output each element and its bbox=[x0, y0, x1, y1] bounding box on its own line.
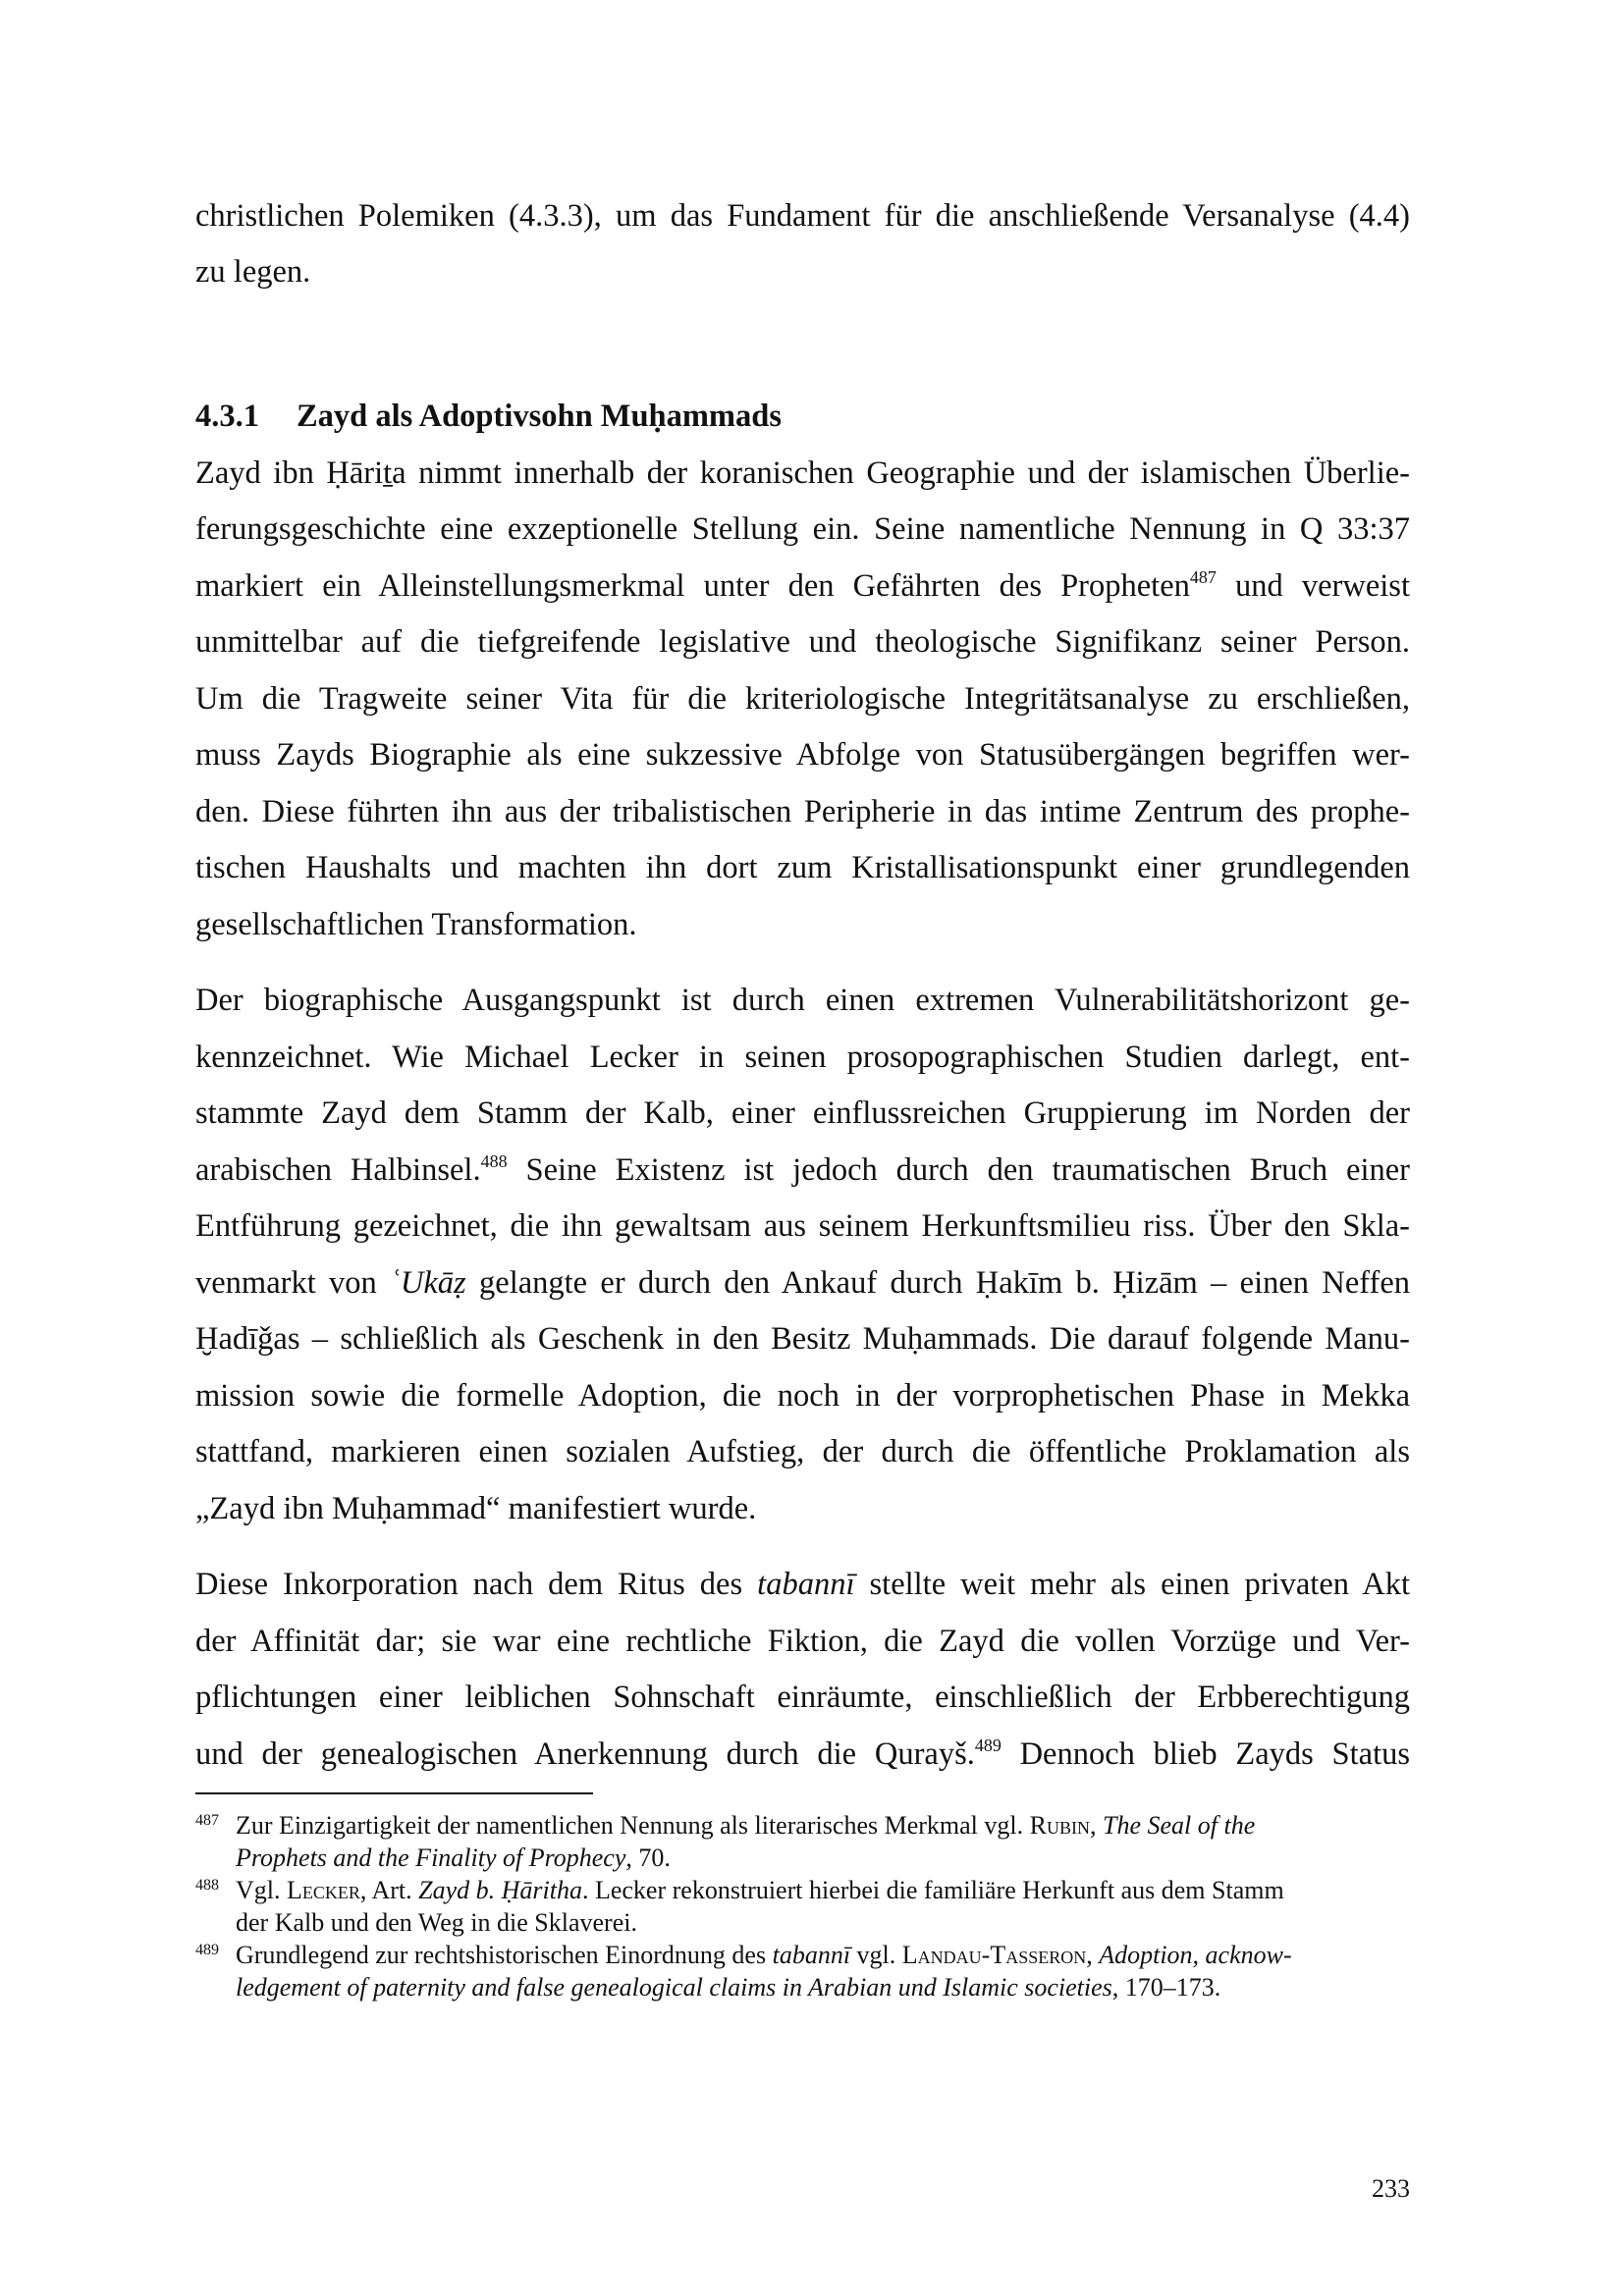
page-number: 233 bbox=[1372, 2174, 1410, 2203]
text-line: zu legen. bbox=[195, 254, 311, 290]
footnote-text: Zur Einzigartigkeit der namentlichen Nennung als literarisches Merkmal vgl. Rubin, The Seal of the bbox=[236, 1811, 1256, 1840]
text-line: Um die Tragweite seiner Vita für die kriteriologische Integritätsanalyse zu erschließen, bbox=[195, 681, 1410, 717]
text-line: venmarkt von ʿUkāẓ gelangte er durch den Ankauf durch Ḥakīm b. Ḥizām – einen Neffen bbox=[195, 1265, 1410, 1301]
text-line: den. Diese führten ihn aus der tribalistischen Peripherie in das intime Zentrum des prophe- bbox=[195, 794, 1410, 829]
footnote-mark: 488 bbox=[195, 1877, 219, 1894]
footnote-text: Prophets and the Finality of Prophecy, 70. bbox=[236, 1843, 671, 1872]
text-line: tischen Haushalts und machten ihn dort zum Kristallisationspunkt einer grundlegenden bbox=[195, 850, 1410, 885]
text-line: „Zayd ibn Muḥammad“ manifestiert wurde. bbox=[195, 1491, 757, 1526]
text-line: Zayd ibn Ḥāriṯa nimmt innerhalb der koranischen Geographie und der islamischen Überlie- bbox=[195, 455, 1410, 491]
footnote-text: ledgement of paternity and false genealogical claims in Arabian und Islamic societies, 170–173. bbox=[236, 1973, 1221, 2002]
text-line: stattfand, markieren einen sozialen Aufstieg, der durch die öffentliche Proklamation als bbox=[195, 1434, 1410, 1469]
text-line: pflichtungen einer leiblichen Sohnschaft einräumte, einschließlich der Erbberechtigung bbox=[195, 1680, 1410, 1715]
text-line: mission sowie die formelle Adoption, die noch in der vorprophetischen Phase in Mekka bbox=[195, 1378, 1410, 1414]
text-line: gesellschaftlichen Transformation. bbox=[195, 907, 637, 942]
section-heading bbox=[195, 397, 1410, 436]
footnote-mark: 489 bbox=[195, 1942, 219, 1958]
text-line: kennzeichnet. Wie Michael Lecker in seinen prosopographischen Studien darlegt, ent- bbox=[195, 1040, 1410, 1075]
footnote-text: Vgl. Lecker, Art. Zayd b. Ḥāritha. Lecker rekonstruiert hierbei die familiäre Herkunft aus dem Stamm bbox=[236, 1876, 1284, 1904]
footnote-text: der Kalb und den Weg in die Sklaverei. bbox=[236, 1908, 637, 1937]
text-line: stammte Zayd dem Stamm der Kalb, einer einflussreichen Gruppierung im Norden der bbox=[195, 1095, 1410, 1131]
text-line: Entführung gezeichnet, die ihn gewaltsam aus seinem Herkunftsmilieu riss. Über den Skla- bbox=[195, 1208, 1410, 1244]
footnote-ref[interactable]: 487 bbox=[1189, 567, 1217, 587]
footnote-divider bbox=[195, 1792, 593, 1794]
text-line: arabischen Halbinsel.$^{488}$ Seine Existenz ist jedoch durch den traumatischen Bruch einer bbox=[195, 1151, 1410, 1188]
section-number: 4.3.1 bbox=[195, 399, 259, 434]
text-line: muss Zayds Biographie als eine sukzessive Abfolge von Statusübergängen begriffen wer- bbox=[195, 737, 1410, 773]
footnote-ref[interactable]: 488 bbox=[480, 1151, 508, 1171]
text-line: unmittelbar auf die tiefgreifende legislative und theologische Signifikanz seiner Person. bbox=[195, 624, 1410, 660]
text-line: und der genealogischen Anerkennung durch die Qurayš.$^{489}$ Dennoch blieb Zayds Status bbox=[195, 1735, 1411, 1772]
footnote-ref[interactable]: 489 bbox=[974, 1735, 1001, 1755]
text-line: Ḫadīǧas – schließlich als Geschenk in den Besitz Muḥammads. Die darauf folgende Manu- bbox=[195, 1321, 1410, 1357]
footnote-mark: 487 bbox=[195, 1812, 219, 1829]
text-line: christlichen Polemiken (4.3.3), um das Fundament für die anschließende Versanalyse (4.4) bbox=[195, 198, 1410, 234]
text-line: markiert ein Alleinstellungsmerkmal unter den Gefährten des Propheten$^{487}$ und verweist bbox=[195, 567, 1410, 604]
footnote-text: Grundlegend zur rechtshistorischen Einordnung des tabannī vgl. Landau-Tasseron, Adoption, acknow- bbox=[236, 1941, 1292, 1969]
text-line: der Affinität dar; sie war eine rechtliche Fiktion, die Zayd die vollen Vorzüge und Ver- bbox=[195, 1624, 1410, 1659]
text-line: ferungsgeschichte eine exzeptionelle Stellung ein. Seine namentliche Nennung in Q 33:37 bbox=[195, 511, 1410, 547]
text-line: Diese Inkorporation nach dem Ritus des tabannī stellte weit mehr als einen privaten Akt bbox=[195, 1567, 1410, 1602]
text-line: Der biographische Ausgangspunkt ist durch einen extremen Vulnerabilitätshorizont ge- bbox=[195, 983, 1410, 1018]
section-title: Zayd als Adoptivsohn Muḥammads bbox=[297, 399, 782, 434]
